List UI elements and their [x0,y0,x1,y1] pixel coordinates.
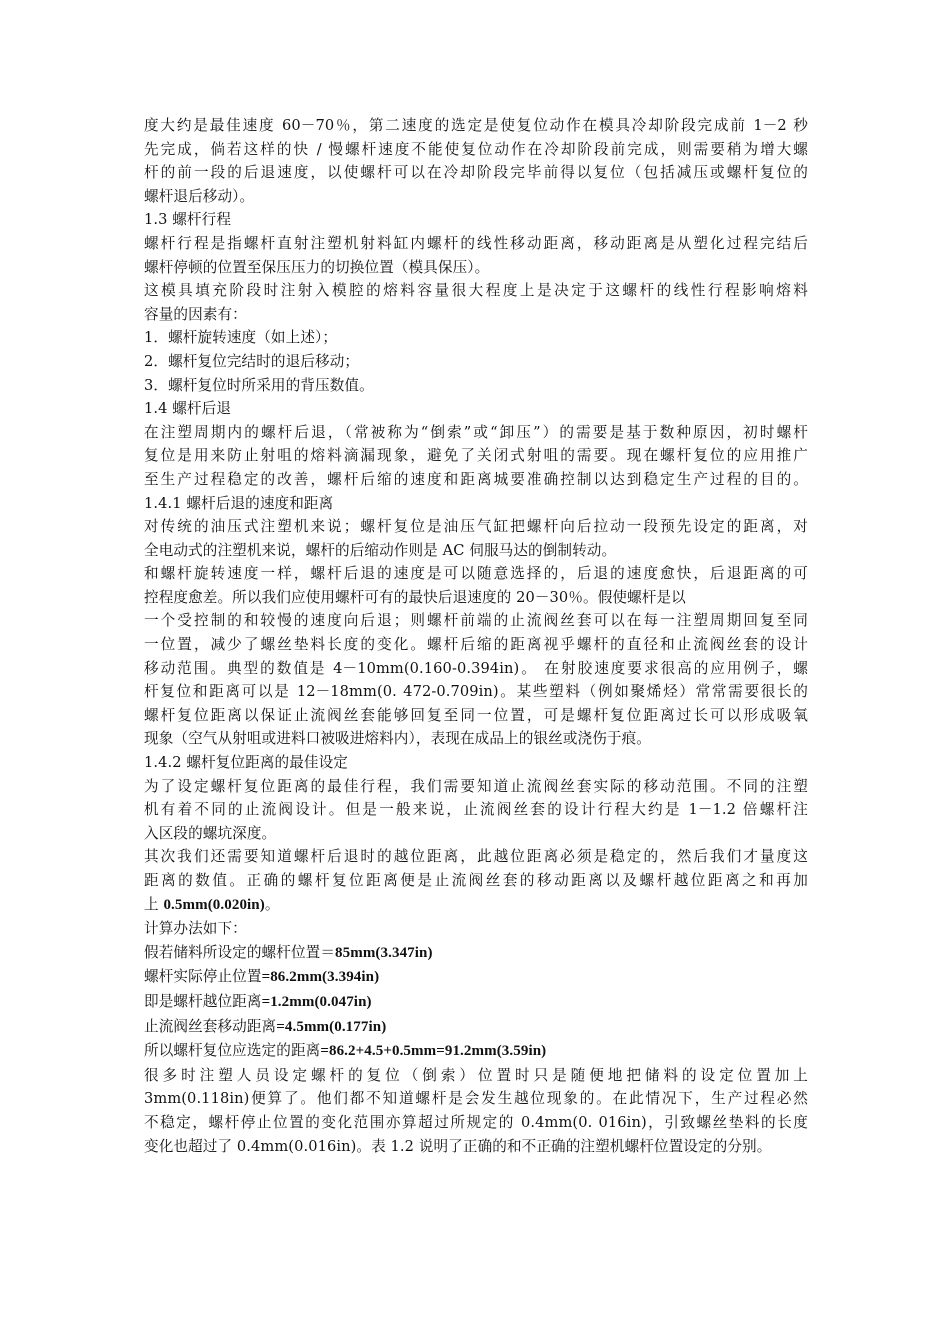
line-text: 上 [144,895,159,913]
paragraph-line: 杆的前一段的后退速度，以使螺杆可以在冷却阶段完毕前得以复位（包括减压或螺杆复位的 [144,164,808,182]
bold-value: 0.5mm(0.020in) [163,896,265,913]
paragraph-line: 变化也超过了 0.4mm(0.016in)。表 1.2 说明了正确的和不正确的注塑机螺杆位置设定的分别。 [144,1137,772,1155]
calc-value: =4.5mm(0.177in) [276,1018,387,1035]
paragraph-line: 容量的因素有： [144,305,247,323]
paragraph-line: 和螺杆旋转速度一样，螺杆后退的速度是可以随意选择的，后退的速度愈快，后退距离的可 [144,565,808,583]
paragraph-line: 一个受控制的和较慢的速度向后退；则螺杆前端的止流阀丝套可以在每一注塑周期回复至同 [144,612,808,630]
paragraph-line: 先完成，倘若这样的快 / 慢螺杆速度不能使复位动作在冷却阶段前完成，则需要稍为增大螺 [144,140,808,158]
paragraph-line: 杆复位和距离可以是 12－18mm(0. 472-0.709in)。某些塑料（例如聚烯烃）常常需要很长的 [144,683,808,701]
paragraph-line: 螺杆停顿的位置至保压压力的切换位置（模具保压）。 [144,258,490,276]
section-heading: 1.4 螺杆后退 [144,400,232,418]
list-item: 1．螺杆旋转速度（如上述）； [144,329,338,347]
calc-line [144,1039,808,1064]
paragraph-line [144,893,808,918]
calc-line [144,941,808,966]
paragraph-line: 3mm(0.118in)便算了。他们都不知道螺杆是会发生越位现象的。在此情况下，生产过程必然 [144,1090,808,1108]
paragraph-line: 为了设定螺杆复位距离的最佳行程，我们需要知道止流阀丝套实际的移动范围。不同的注塑 [144,777,808,795]
calc-label: 所以螺杆复位应选定的距离 [144,1042,321,1060]
paragraph-line: 螺杆退后移动）。 [144,187,255,205]
subsection-heading: 1.4.2 螺杆复位距离的最佳设定 [144,754,349,772]
paragraph-line: 复位是用来防止射咀的熔料滴漏现象，避免了关闭式射咀的需要。现在螺杆复位的应用推广 [144,447,808,465]
calc-value: =86.2mm(3.394in) [261,969,380,986]
paragraph-line: 不稳定，螺杆停止位置的变化范围亦算超过所规定的 0.4mm(0. 016in)，引致螺丝垫料的长度 [144,1113,808,1131]
paragraph-line: 很多时注塑人员设定螺杆的复位（倒索）位置时只是随便地把储料的设定位置加上 [144,1066,808,1084]
paragraph-line: 移动范围。典型的数值是 4－10mm(0.160-0.394in)。 在射胶速度要求很高的应用例子，螺 [144,659,808,677]
paragraph-line: 入区段的螺坑深度。 [144,824,277,842]
paragraph-line: 其次我们还需要知道螺杆后退时的越位距离，此越位距离必须是稳定的，然后我们才量度这 [144,848,808,866]
subsection-heading: 1.4.1 螺杆后退的速度和距离 [144,494,334,512]
calc-line [144,965,808,990]
section-heading: 1.3 螺杆行程 [144,211,232,229]
calc-label: 螺杆实际停止位置 [144,968,262,986]
calc-value: 85mm(3.347in) [335,944,433,961]
calc-label: 即是螺杆越位距离 [144,992,262,1010]
paragraph-line: 现象（空气从射咀或进料口被吸进熔料内），表现在成品上的银丝或浇伤于痕。 [144,730,651,748]
list-item: 2．螺杆复位完结时的退后移动； [144,352,360,370]
paragraph-line: 全电动式的注塑机来说，螺杆的后缩动作则是 AC 伺服马达的倒制转动。 [144,541,617,559]
list-item: 3．螺杆复位时所采用的背压数值。 [144,376,374,394]
paragraph-line: 螺杆复位距离以保证止流阀丝套能够回复至同一位置，可是螺杆复位距离过长可以形成吸氧 [144,706,808,724]
line-text: 。 [264,895,280,913]
calc-line [144,990,808,1015]
paragraph-line: 对传统的油压式注塑机来说；螺杆复位是油压气缸把螺杆向后拉动一段预先设定的距离，对 [144,518,808,536]
paragraph-line: 一位置，减少了螺丝垫料长度的变化。螺杆后缩的距离视乎螺杆的直径和止流阀丝套的设计 [144,636,808,654]
calc-value: =86.2+4.5+0.5mm=91.2mm(3.59in) [320,1043,547,1060]
paragraph-line: 度大约是最佳速度 60－70％，第二速度的选定是使复位动作在模具冷却阶段完成前 1－2 秒 [144,117,808,134]
calc-line [144,1015,808,1040]
calc-value: =1.2mm(0.047in) [261,993,372,1010]
paragraph-line: 在注塑周期内的螺杆后退，（常被称为“倒索”或“卸压”）的需要是基于数种原因，初时螺杆 [144,423,808,441]
paragraph-line: 距离的数值。正确的螺杆复位距离便是止流阀丝套的移动距离以及螺杆越位距离之和再加 [144,872,808,889]
paragraph-line: 机有着不同的止流阀设计。但是一般来说，止流阀丝套的设计行程大约是 1－1.2 倍螺杆注 [144,801,808,819]
paragraph-line: 计算办法如下： [144,920,247,938]
calc-label: 止流阀丝套移动距离 [144,1017,277,1035]
paragraph-line: 螺杆行程是指螺杆直射注塑机射料缸内螺杆的线性移动距离，移动距离是从塑化过程完结后 [144,234,808,252]
paragraph-line: 这模具填充阶段时注射入模腔的熔料容量很大程度上是决定于这螺杆的线性行程影响熔料 [144,282,808,300]
paragraph-line: 至生产过程稳定的改善，螺杆后缩的速度和距离城要准确控制以达到稳定生产过程的目的。 [144,470,808,488]
calc-label: 假若储料所设定的螺杆位置＝ [144,943,336,961]
paragraph-line: 控程度愈差。所以我们应使用螺杆可有的最快后退速度的 20－30％。假使螺杆是以 [144,588,686,606]
